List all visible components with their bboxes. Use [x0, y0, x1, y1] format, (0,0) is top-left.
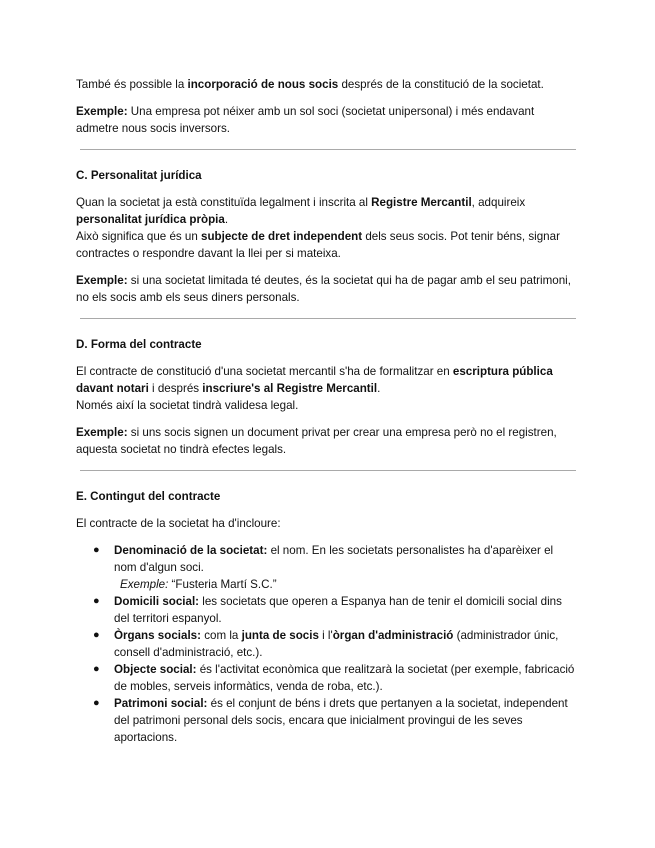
paragraph-new-partners: També és possible la incorporació de nous socis després de la constitució de la societat. — [76, 78, 544, 91]
section-e-title: E. Contingut del contracte — [76, 490, 221, 503]
section-d-paragraph-2: Només així la societat tindrà validesa legal. — [76, 399, 299, 412]
section-c-title: C. Personalitat jurídica — [76, 169, 202, 182]
bullet-icon: ● — [93, 663, 100, 675]
bullet-icon: ● — [93, 544, 100, 556]
list-item: ● Patrimoni social: és el conjunt de béns i drets que pertanyen a la societat, independent del patrimoni personal dels socis, encara que inicialment provingui de les seves aportacions. — [93, 697, 568, 744]
list-item: ● Domicili social: les societats que operen a Espanya han de tenir el domicili social dins del territori espanyol. — [93, 595, 562, 625]
document-page — [76, 76, 576, 746]
section-c-paragraph-2: Això significa que és un subjecte de dret independent dels seus socis. Pot tenir béns, signar contractes o respondre davant la llei per si mateixa. — [76, 230, 560, 260]
section-d-example: Exemple: si uns socis signen un document privat per crear una empresa però no el registren, aquesta societat no tindrà efectes legals. — [76, 426, 557, 456]
section-divider — [80, 470, 576, 471]
section-divider — [80, 318, 576, 319]
section-e-intro: El contracte de la societat ha d'incloure: — [76, 517, 281, 530]
section-d-title: D. Forma del contracte — [76, 338, 202, 351]
example-new-partners: Exemple: Una empresa pot néixer amb un sol soci (societat unipersonal) i més endavant admetre nous socis inversors. — [76, 105, 535, 135]
section-divider — [80, 149, 576, 150]
contract-contents-list — [76, 542, 576, 746]
list-item: ● Objecte social: és l'activitat econòmica que realitzarà la societat (per exemple, fabricació de mobles, serveis informàtics, venda de roba, etc.). — [93, 663, 575, 693]
list-item: ● Òrgans socials: com la junta de socis i l'òrgan d'administració (administrador únic, consell d'administració, etc.). — [93, 629, 559, 659]
bullet-icon: ● — [93, 697, 100, 709]
bullet-icon: ● — [93, 595, 100, 607]
list-item: ● Denominació de la societat: el nom. En les societats personalistes ha d'aparèixer el nom d'algun soci. Exemple: “Fusteria Martí S.C.” — [114, 542, 576, 593]
bullet-icon: ● — [93, 629, 100, 641]
section-c-example: Exemple: si una societat limitada té deutes, és la societat qui ha de pagar amb el seu patrimoni, no els socis amb els seus diners personals. — [76, 274, 571, 304]
list-item-example: Exemple: “Fusteria Martí S.C.” — [120, 578, 277, 591]
section-d-paragraph-1: El contracte de constitució d'una societat mercantil s'ha de formalitzar en escriptura pública davant notari i després inscriure's al Registre Mercantil. — [76, 365, 553, 395]
section-c-paragraph-1: Quan la societat ja està constituïda legalment i inscrita al Registre Mercantil, adquireix personalitat jurídica pròpia. — [76, 196, 526, 226]
